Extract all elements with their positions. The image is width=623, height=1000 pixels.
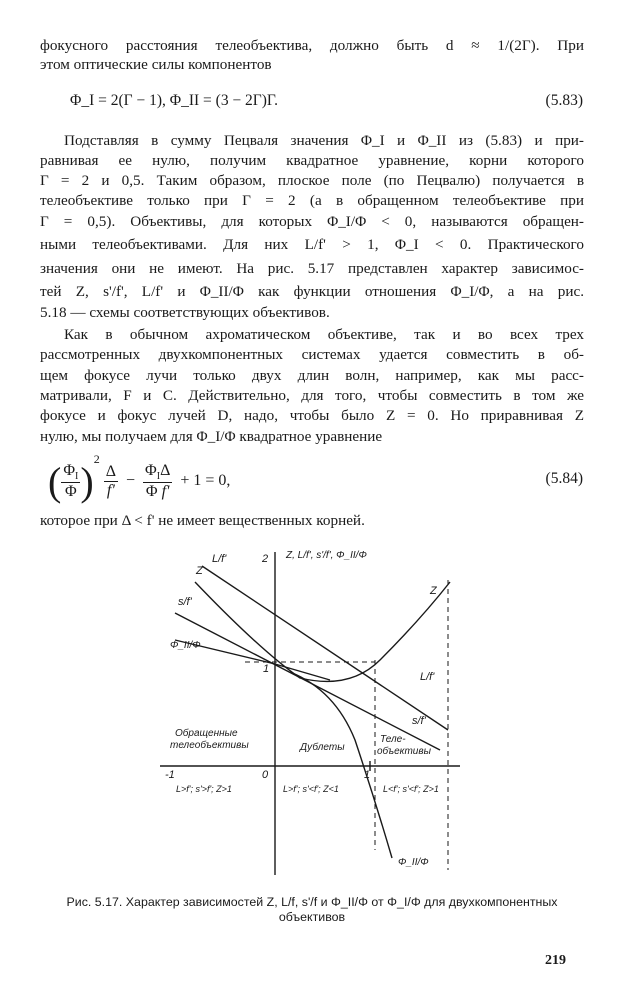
tick-label: 2	[262, 553, 269, 565]
text-line: Подставляя в сумму Пецваля значения Φ_I и Φ_II из (5.83) и при-	[64, 132, 584, 149]
text-line: равнивая ее нулю, получим квадратное уравнение, корни которого	[40, 152, 584, 169]
text-line: 5.18 — схемы соответствующих объективов.	[40, 304, 330, 321]
curve-label: L/f'	[420, 671, 435, 683]
region-label: Обращенные	[175, 728, 238, 739]
region-condition: L>f'; s'<f'; Z<1	[283, 784, 339, 794]
page-number: 219	[545, 953, 566, 968]
y-axis-label: Z, L/f', s'/f', Φ_II/Φ	[286, 550, 367, 561]
curve-label: Z	[430, 585, 437, 597]
curve-label: s/f'	[178, 596, 192, 608]
text-line: тей Z, s'/f', L/f' и Φ_II/Φ как функции отношения Φ_I/Φ, а на рис.	[40, 283, 584, 300]
curve-label: s/f'	[412, 715, 426, 727]
text-line: Г = 0,5). Объективы, для которых Φ_I/Φ < 0, называются обращен-	[40, 213, 584, 230]
caption-line: объективов	[278, 910, 346, 924]
region-condition: L<f'; s'<f'; Z>1	[383, 784, 439, 794]
text-line: ными телеобъективами. Для них L/f' > 1, Φ_I < 0. Практического	[40, 236, 584, 253]
tick-label: 1	[263, 663, 270, 675]
equation-number: (5.83)	[545, 92, 583, 109]
tick-label: -1	[165, 769, 175, 781]
figure-5-17	[0, 540, 623, 885]
equation-5-84: ( $\frac{\Phi_I}{\Phi}$ )$^2$ $\frac{\Delta}{f'}$ − $\frac{\Phi_I\Delta}{\text{Φ f'}}$ + 1 = 0,	[48, 452, 231, 504]
text-line: рассмотренных двухкомпонентных системах удается совместить в об-	[40, 346, 584, 363]
curve-label: L/f'	[212, 553, 227, 565]
region-label: Теле-	[380, 734, 406, 745]
curve-Z	[195, 582, 450, 681]
text-line: Как в обычном ахроматическом объективе, так и во всех трех	[64, 326, 584, 343]
curve-L-f	[202, 566, 448, 730]
region-label: Дублеты	[300, 742, 345, 753]
region-label: телеобъективы	[170, 740, 249, 751]
text-line: Г = 2 и 0,5. Таким образом, плоское поле (по Пецвалю) получается в	[40, 172, 584, 189]
text-line: этом оптические силы компонентов	[40, 56, 272, 73]
text-line: фокусе и фокус лучей D, надо, чтобы было Z = 0. Но приравнивая Z	[40, 407, 584, 424]
equation-5-83: Φ_I = 2(Г − 1), Φ_II = (3 − 2Г)Г.	[70, 92, 279, 109]
figure-caption	[40, 895, 584, 925]
region-label: объективы	[377, 746, 431, 757]
text-line: матривали, F и C. Действительно, для того, чтобы совместить в том же	[40, 387, 584, 404]
text-line: нулю, мы получаем для Φ_I/Φ квадратное уравнение	[40, 428, 383, 445]
region-condition: L>f'; s'>f'; Z>1	[176, 784, 232, 794]
curve-phi2	[290, 672, 392, 858]
text-line: которое при Δ < f' не имеет вещественных корней.	[40, 512, 365, 529]
caption-line: Рис. 5.17. Характер зависимостей Z, L/f, s'/f и Φ_II/Φ от Φ_I/Φ для двухкомпонентных	[66, 895, 558, 909]
tick-label: 0	[262, 769, 269, 781]
equation-number: (5.84)	[545, 470, 583, 487]
tick-label: 1	[364, 769, 371, 781]
curve-label: Z	[196, 565, 203, 577]
text-line: фокусного расстояния телеобъектива, должно быть d ≈ 1/(2Г). При	[40, 37, 584, 54]
curve-label: Φ_II/Φ	[398, 857, 429, 868]
text-line: значения они не имеют. На рис. 5.17 представлен характер зависимос-	[40, 260, 584, 277]
curve-label: Φ_II/Φ	[170, 640, 201, 651]
text-line: телеобъективе только при Г = 2 (а в обращенном телеобъективе при	[40, 192, 584, 209]
text-line: щем фокусе лучи только двух длин волн, например, как мы расс-	[40, 367, 584, 384]
